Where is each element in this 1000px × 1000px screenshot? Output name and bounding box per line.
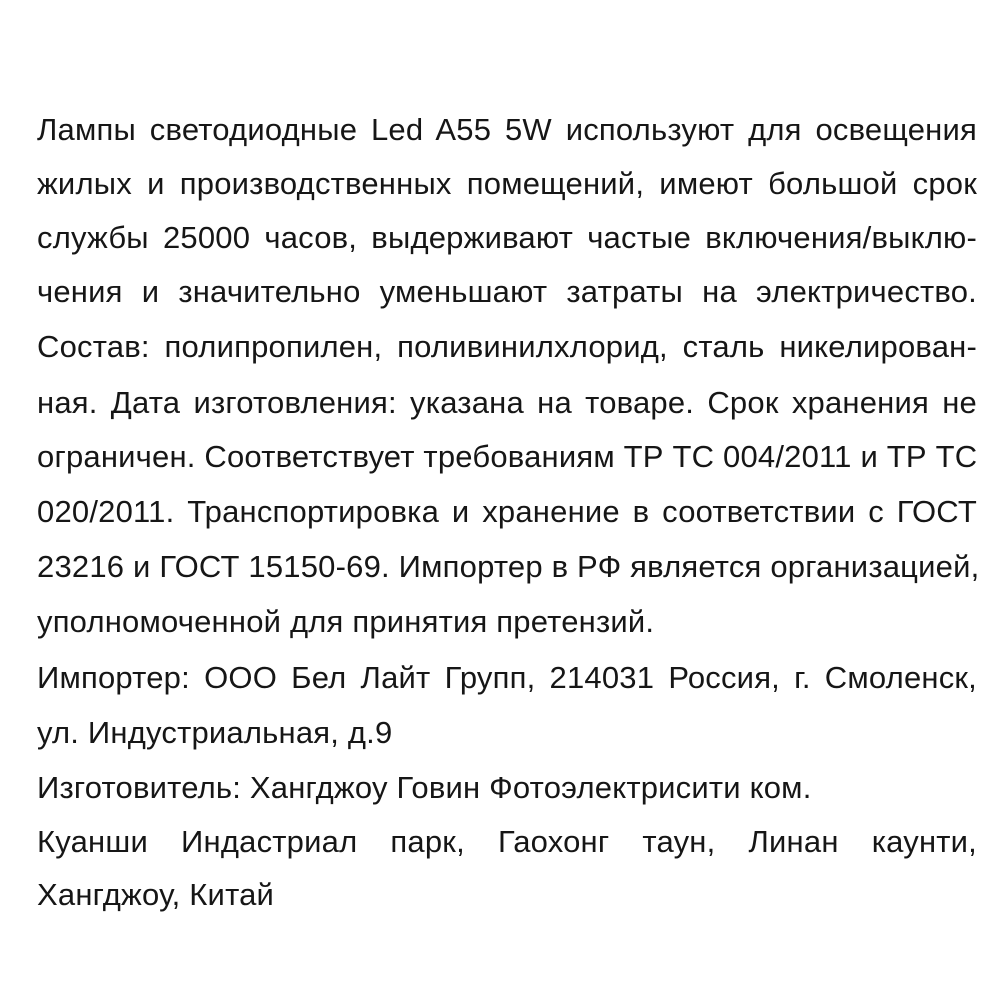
text-line: чения и значительно уменьшают затраты на электричество.	[37, 274, 977, 309]
text-line: Импортер: ООО Бел Лайт Групп, 214031 Россия, г. Смоленск,	[37, 660, 977, 695]
text-line: 23216 и ГОСТ 15150-69. Импортер в РФ является организацией,	[37, 549, 980, 584]
text-line: жилых и производственных помещений, имеют большой срок	[37, 166, 977, 201]
text-line: уполномоченной для принятия претензий.	[37, 604, 655, 639]
text-line: Куанши Индастриал парк, Гаохонг таун, Линан каунти,	[37, 824, 977, 859]
text-line: Хангджоу, Китай	[37, 877, 275, 912]
text-line: ул. Индустриальная, д.9	[37, 715, 393, 750]
text-line: 020/2011. Транспортировка и хранение в соответствии с ГОСТ	[37, 494, 977, 529]
text-line: Лампы светодиодные Led A55 5W используют для освещения	[37, 112, 977, 147]
text-line: ная. Дата изготовления: указана на товаре. Срок хранения не	[37, 385, 977, 420]
text-line: Состав: полипропилен, поливинилхлорид, сталь никелирован-	[37, 329, 977, 364]
text-line: Изготовитель: Хангджоу Говин Фотоэлектрисити ком.	[37, 770, 812, 805]
text-line: ограничен. Соответствует требованиям ТР ТС 004/2011 и ТР ТС	[37, 439, 978, 474]
text-line: службы 25000 часов, выдерживают частые включения/выклю-	[37, 220, 977, 255]
